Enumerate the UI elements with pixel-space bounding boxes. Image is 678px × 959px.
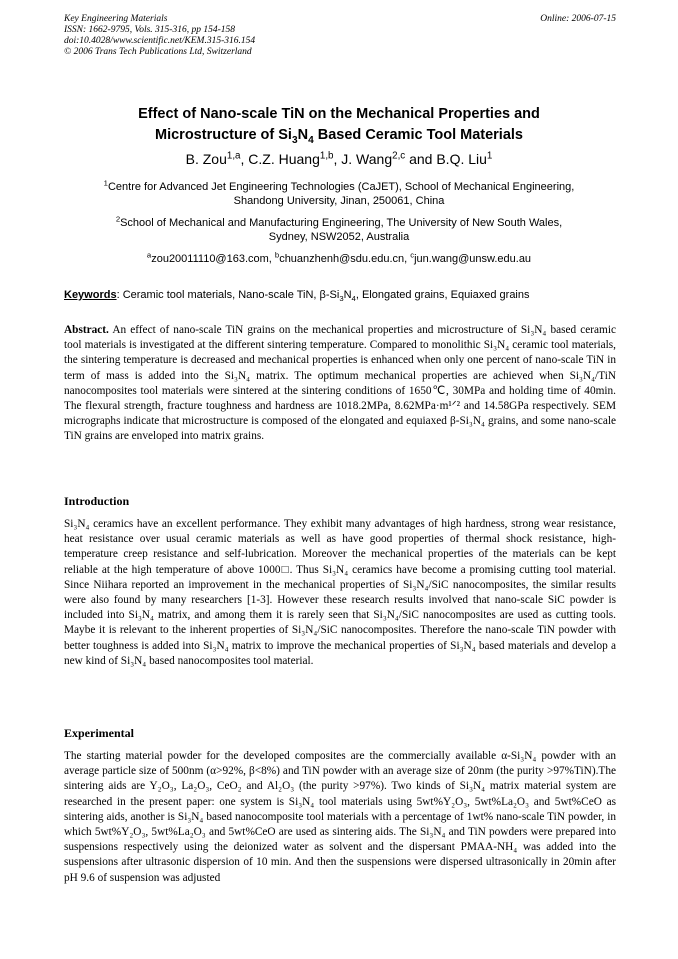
author-emails: $^a$zou20011110@163.com, $^b$chuanzhenh@sdu.edu.cn, $^c$jun.wang@unsw.edu.au <box>146 250 532 265</box>
author-name: , C.Z. Huang <box>240 151 320 167</box>
author-list: B. Zou$^{1,a}$, C.Z. Huang$^{1,b}$, J. Wang$^{2,c}$ and B.Q. Liu$^1$ <box>185 150 493 167</box>
affiliation-1: $^1$Centre for Advanced Jet Engineering Technologies (CaJET), School of Mechanical Engineering, Shandong University, Jinan, 250061, China <box>103 178 575 207</box>
journal-header <box>64 14 616 58</box>
section-heading-introduction: Introduction <box>64 494 130 508</box>
email-b: chuanzhenh@sdu.edu.cn, <box>279 253 411 265</box>
email-a: zou20011110@163.com, <box>151 253 275 265</box>
keywords-label: Keywords <box>64 289 117 301</box>
online-date: Online: 2006-07-15 <box>540 14 616 24</box>
title-line-2: Microstructure of $Si_3N_4$ Based Ceramic Tool Materials <box>155 127 523 146</box>
section-heading-experimental: Experimental <box>64 726 134 740</box>
issn-line: ISSN: 1662-9795, Vols. 315-316, pp 154-158 <box>64 25 235 35</box>
abstract-text: An effect of nano-scale TiN grains on the mechanical properties and microstructure of Si₃N₄ based ceramic tool materials is investigated at the different sintering temperature. Compared to monolithic Si₃N₄ ceramic tool materials, the sintering temperature is decreased and mechanical properties is enhanced when only one percent of nano-scale TiN in term of mass is added into the Si₃N₄ matrix. The optimum mechanical properties are achieved when Si₃N₄/TiN nanocomposites tool materials were sintered at the sintering conditions of 1650℃, 30MPa and holding time of 40min. The flexural strength, fracture toughness and hardness are 1018.2MPa, 8.62MPa·m¹ᐟ² and 14.58GPa respectively. SEM micrographs indicate that microstructure is composed of the elongated and equiaxed β-Si₃N₄ grains, and some nano-scale TiN grains are enveloped into matrix grains. <box>64 324 616 443</box>
author-name: and B.Q. Liu <box>405 151 487 167</box>
email-c: jun.wang@unsw.edu.au <box>414 253 532 265</box>
journal-name: Key Engineering Materials <box>64 14 168 24</box>
title-line-1: Effect of Nano-scale TiN on the Mechanical Properties and <box>138 106 540 122</box>
affiliation-2: $^2$School of Mechanical and Manufacturing Engineering, The University of New South Wales, Sydney, NSW2052, Australia <box>115 214 563 243</box>
abstract <box>64 323 616 445</box>
paper-title <box>0 104 678 146</box>
author-name: B. Zou <box>185 151 227 167</box>
experimental-text: The starting material powder for the developed composites are the commercially available α-Si₃N₄ powder with an average particle size of 500nm (α>92%, β<8%) and TiN powder with an average size of 20nm (the purity >97%TiN).The sintering aids are Y₂O₃, La₂O₃, CeO₂ and Al₂O₃ (the purity >97%). Two kinds of Si₃N₄ matrix material system are researched in the present paper: one system is Si₃N₄ tool materials using 5wt%Y₂O₃, 5wt%La₂O₃ and 5wt%CeO as sintering aids, another is Si₃N₄ based nanocomposite tool materials with a percentage of 1wt% nano-scale TiN powder, in which 5wt%Y₂O₃, 5wt%La₂O₃ and 5wt%CeO are used as sintering aids. The Si₃N₄ and TiN powders were prepared into suspensions respectively using the deionized water as solvent and the dispersant PMAA-NH₄ was added into the suspensions after ultrasonic dispersion of 10 min. And then the suspensions were dispersed ultrasonically in 20min after pH 9.6 of suspension was adjusted <box>64 750 616 884</box>
doi-line: doi:10.4028/www.scientific.net/KEM.315-316.154 <box>64 36 256 46</box>
abstract-label: Abstract. <box>64 324 109 336</box>
introduction-text: Si₃N₄ ceramics have an excellent performance. They exhibit many advantages of high hardness, strong wear resistance, heat resistance over usual ceramic materials as well as have good properties of thermal shock resistance, high-temperature creep resistance and self-lubrication. Moreover the mechanical properties of the materials can be kept reliable at the high temperature of above 1000□. Thus Si₃N₄ ceramics have become a promising cutting tool material. Since Niihara reported an improvement in the mechanical properties of Si₃N₄/SiC nanocomposites, the similar results were also found by many researchers [1-3]. However these research results involved that nano-scale SiC powder is included into Si₃N₄ matrix, and among them it is rarely seen that Si₃N₄/SiC nanocomposites are used as cutting tools. Maybe it is relevant to the inherent properties of Si₃N₄/SiC nanocomposites. Therefore the nano-scale TiN powder with better toughness is added into Si₃N₄ matrix to improve the mechanical properties of Si₃N₄ based materials and develop a new kind of Si₃N₄ based nanocomposites tool material. <box>64 518 616 667</box>
keywords: Keywords: Ceramic tool materials, Nano-scale TiN, $\beta-Si_3N_4$, Elongated grains, Equiaxed grains <box>64 289 530 304</box>
author-name: , J. Wang <box>333 151 393 167</box>
copyright-line: © 2006 Trans Tech Publications Ltd, Switzerland <box>64 47 252 57</box>
